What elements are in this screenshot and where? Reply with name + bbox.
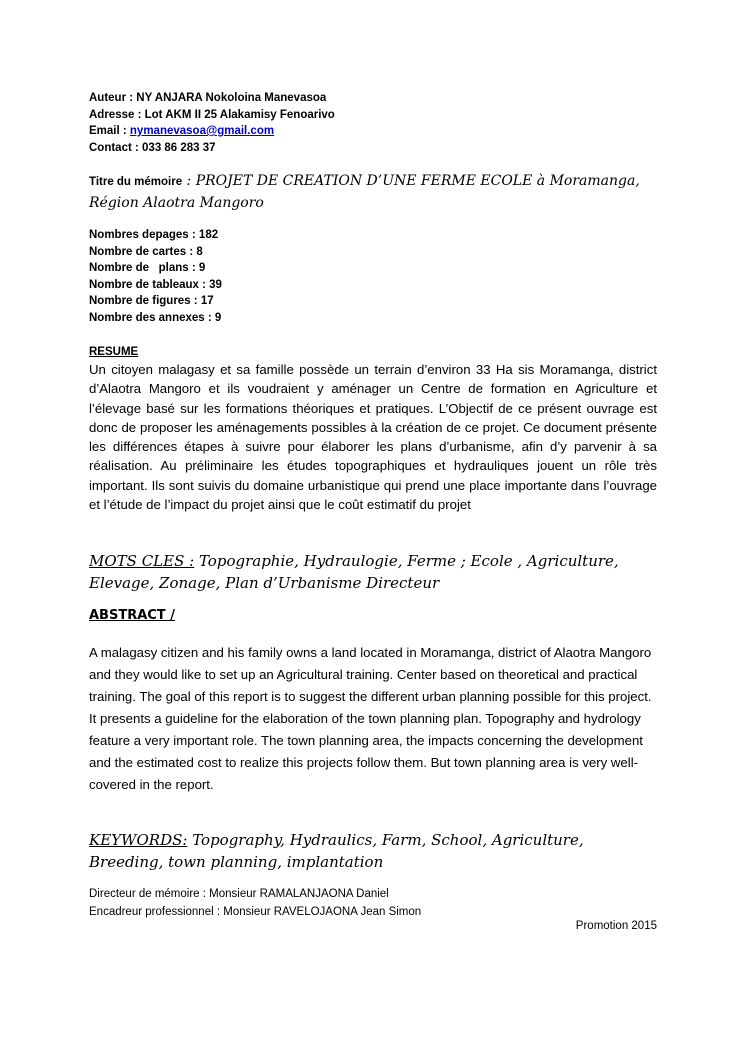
promotion-year: Promotion 2015: [575, 920, 657, 932]
email-label: Email :: [89, 125, 130, 137]
count-annexes: Nombre des annexes : 9: [89, 311, 222, 324]
title-label: Titre du mémoire: [89, 176, 183, 188]
thesis-title: [89, 170, 657, 214]
keywords-text: Topography, Hydraulics, Farm, School, Agriculture, Breeding, town planning, implantation: [89, 831, 584, 871]
abstract-heading: ABSTRACT /: [89, 608, 175, 623]
title-text: : PROJET DE CREATION D’UNE FERME ECOLE à Moramanga, Région Alaotra Mangoro: [89, 173, 640, 211]
author-email: [89, 123, 335, 140]
document-counts: [89, 227, 222, 326]
resume-heading: RESUME: [89, 346, 139, 358]
count-figures: Nombre de figures : 17: [89, 295, 214, 307]
abstract-body: A malagasy citizen and his family owns a land located in Moramanga, district of Alaotra Mangoro and they would like to set up an Agricultural training. Center based on theoretical and practical training. The goal of this report is to suggest the different urban planning possible for this project. It presents a guideline for the elaboration of the town planning plan. Topography and hydrology feature a very important role. The town planning area, the impacts concerning the development and the estimated cost to realize this projects follow them. But town planning area is very well-covered in the report.: [89, 645, 652, 792]
supervisors: [89, 886, 421, 921]
email-link[interactable]: nymanevasoa@gmail.com: [129, 125, 275, 137]
count-plans: Nombre de plans : 9: [89, 262, 206, 274]
author-info: [89, 90, 335, 156]
resume-section: [89, 344, 657, 514]
keywords-label: KEYWORDS:: [89, 831, 188, 849]
count-tables: Nombre de tableaux : 39: [89, 278, 222, 291]
supervisor-line: Encadreur professionnel : Monsieur RAVELOJAONA Jean Simon: [89, 905, 422, 918]
author-address: Adresse : Lot AKM II 25 Alakamisy Fenoarivo: [89, 108, 335, 121]
mots-cles: [89, 550, 657, 594]
mots-cles-label: MOTS CLES :: [89, 552, 195, 570]
director-line: Directeur de mémoire : Monsieur RAMALANJAONA Daniel: [89, 888, 389, 900]
count-maps: Nombre de cartes : 8: [89, 245, 203, 258]
keywords: [89, 829, 657, 873]
count-pages: Nombres depages : 182: [89, 229, 219, 241]
author-name: Auteur : NY ANJARA Nokoloina Manevasoa: [89, 92, 327, 104]
author-contact: Contact : 033 86 283 37: [89, 141, 216, 154]
mots-cles-text: Topographie, Hydraulogie, Ferme ; Ecole , Agriculture, Elevage, Zonage, Plan d’Urbanisme Directeur: [89, 552, 619, 592]
resume-body: Un citoyen malagasy et sa famille possède un terrain d’environ 33 Ha sis Moramanga, district d’Alaotra Mangoro et ils voudraient y aménager un Centre de formation en Agriculture et l’élevage basé sur les formations théoriques et pratiques. L’Objectif de ce présent ouvrage est donc de proposer les aménagements possibles à la création de ce projet. Ce document présente les différences étapes à suivre pour élaborer les plans d’urbanisme, afin d’y parvenir à sa réalisation. Au préliminaire les études topographiques et hydrauliques jouent un rôle très important. Ils sont suivis du domaine urbanistique qui prend une place importante dans l’ouvrage et l’étude de l’impact du projet ainsi que le coût estimatif du projet: [89, 362, 657, 513]
